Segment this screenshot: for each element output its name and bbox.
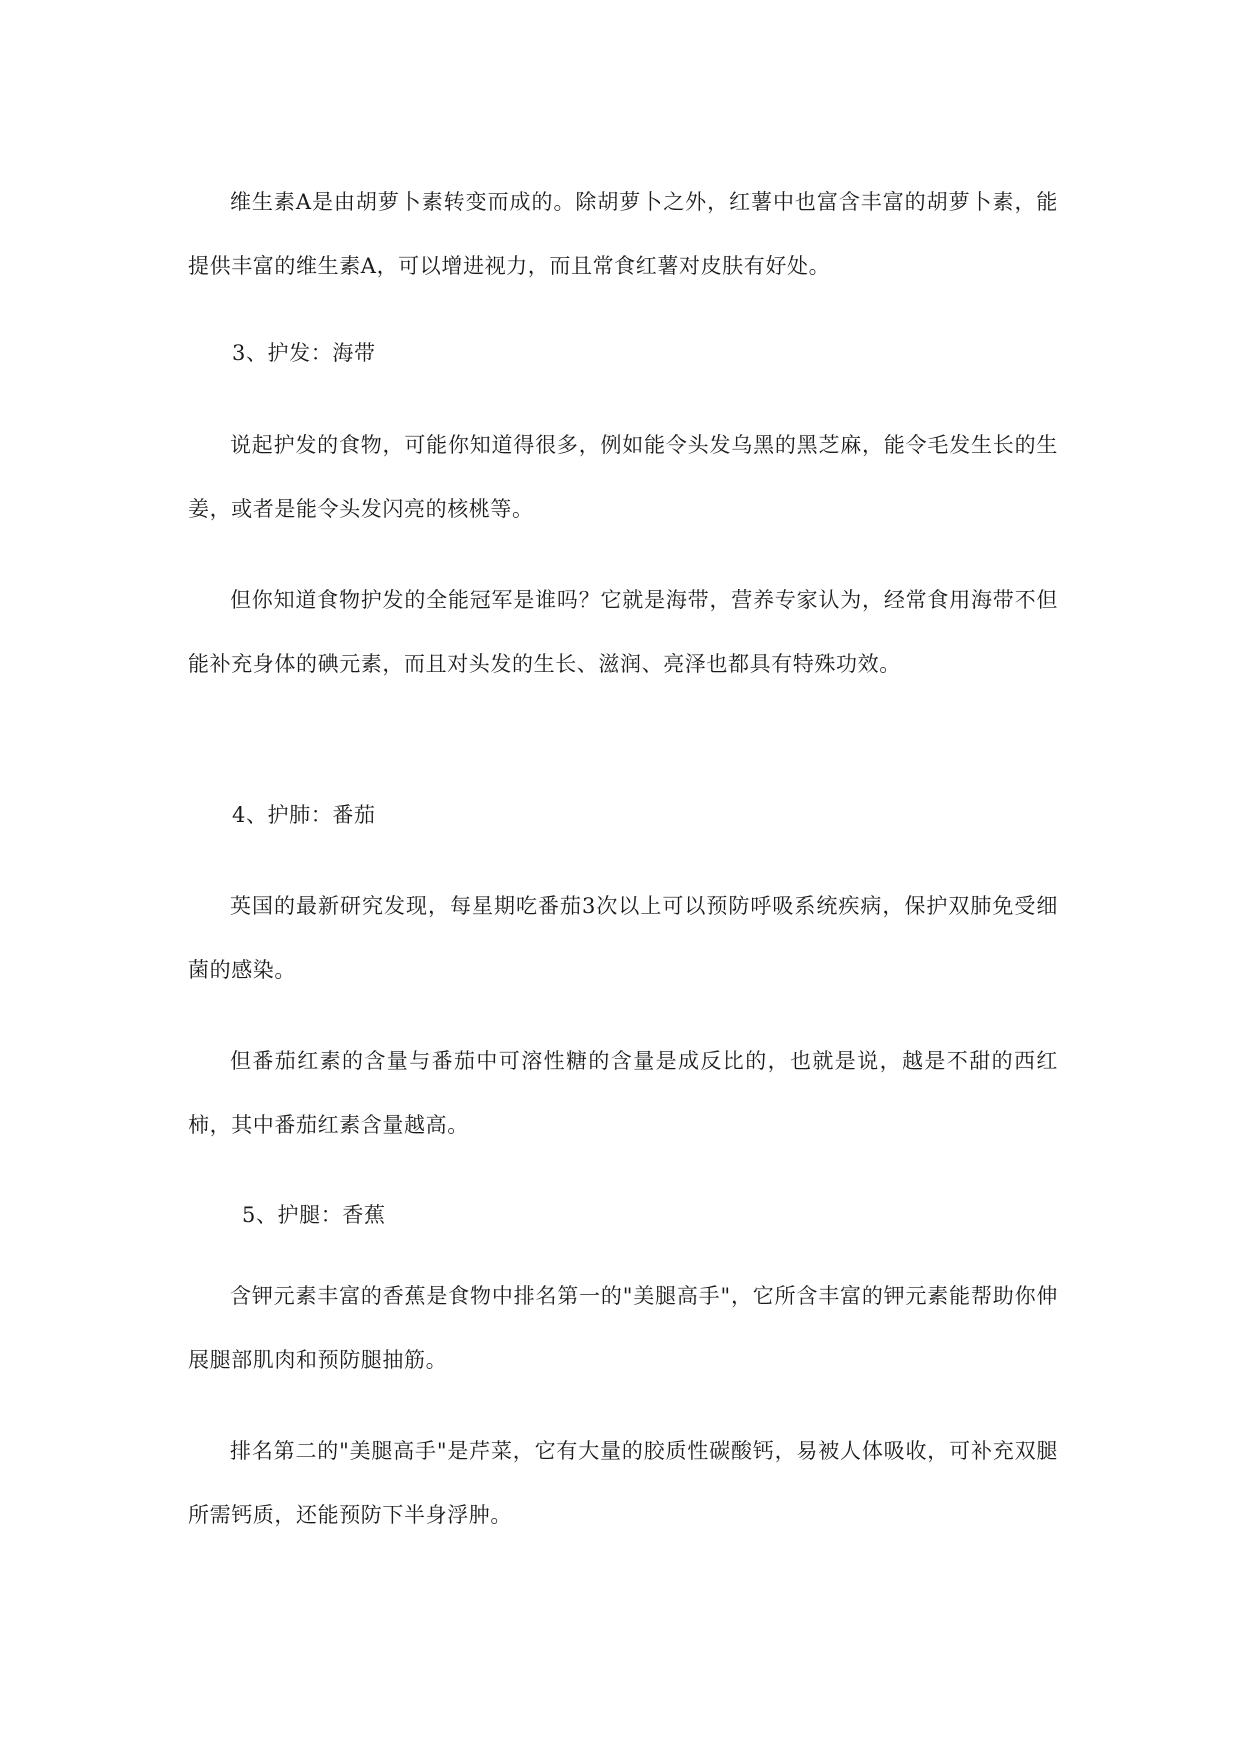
paragraph-hair-foods: 说起护发的食物，可能你知道得很多，例如能令头发乌黑的黑芝麻，能令毛发生长的生姜，或者是能令头发闪亮的核桃等。 xyxy=(188,433,1058,521)
paragraph-tomato-research: 英国的最新研究发现，每星期吃番茄3次以上可以预防呼吸系统疾病，保护双肺免受细菌的感染。 xyxy=(188,894,1058,982)
paragraph-lycopene: 但番茄红素的含量与番茄中可溶性糖的含量是成反比的，也就是说，越是不甜的西红柿，其中番茄红素含量越高。 xyxy=(188,1049,1058,1137)
heading-hair-care: 3、护发：海带 xyxy=(232,341,376,365)
paragraph-celery: 排名第二的"美腿高手"是芹菜，它有大量的胶质性碳酸钙，易被人体吸收，可补充双腿所需钙质，还能预防下半身浮肿。 xyxy=(188,1439,1058,1527)
heading-lung-care: 4、护肺：番茄 xyxy=(232,803,376,827)
paragraph-vitamin-a: 维生素A是由胡萝卜素转变而成的。除胡萝卜之外，红薯中也富含丰富的胡萝卜素，能提供丰富的维生素A，可以增进视力，而且常食红薯对皮肤有好处。 xyxy=(188,190,1058,278)
paragraph-kelp: 但你知道食物护发的全能冠军是谁吗？它就是海带，营养专家认为，经常食用海带不但能补充身体的碘元素，而且对头发的生长、滋润、亮泽也都具有特殊功效。 xyxy=(188,588,1058,676)
heading-leg-care: 5、护腿：香蕉 xyxy=(242,1203,386,1227)
paragraph-banana: 含钾元素丰富的香蕉是食物中排名第一的"美腿高手"，它所含丰富的钾元素能帮助你伸展腿部肌肉和预防腿抽筋。 xyxy=(188,1284,1058,1372)
